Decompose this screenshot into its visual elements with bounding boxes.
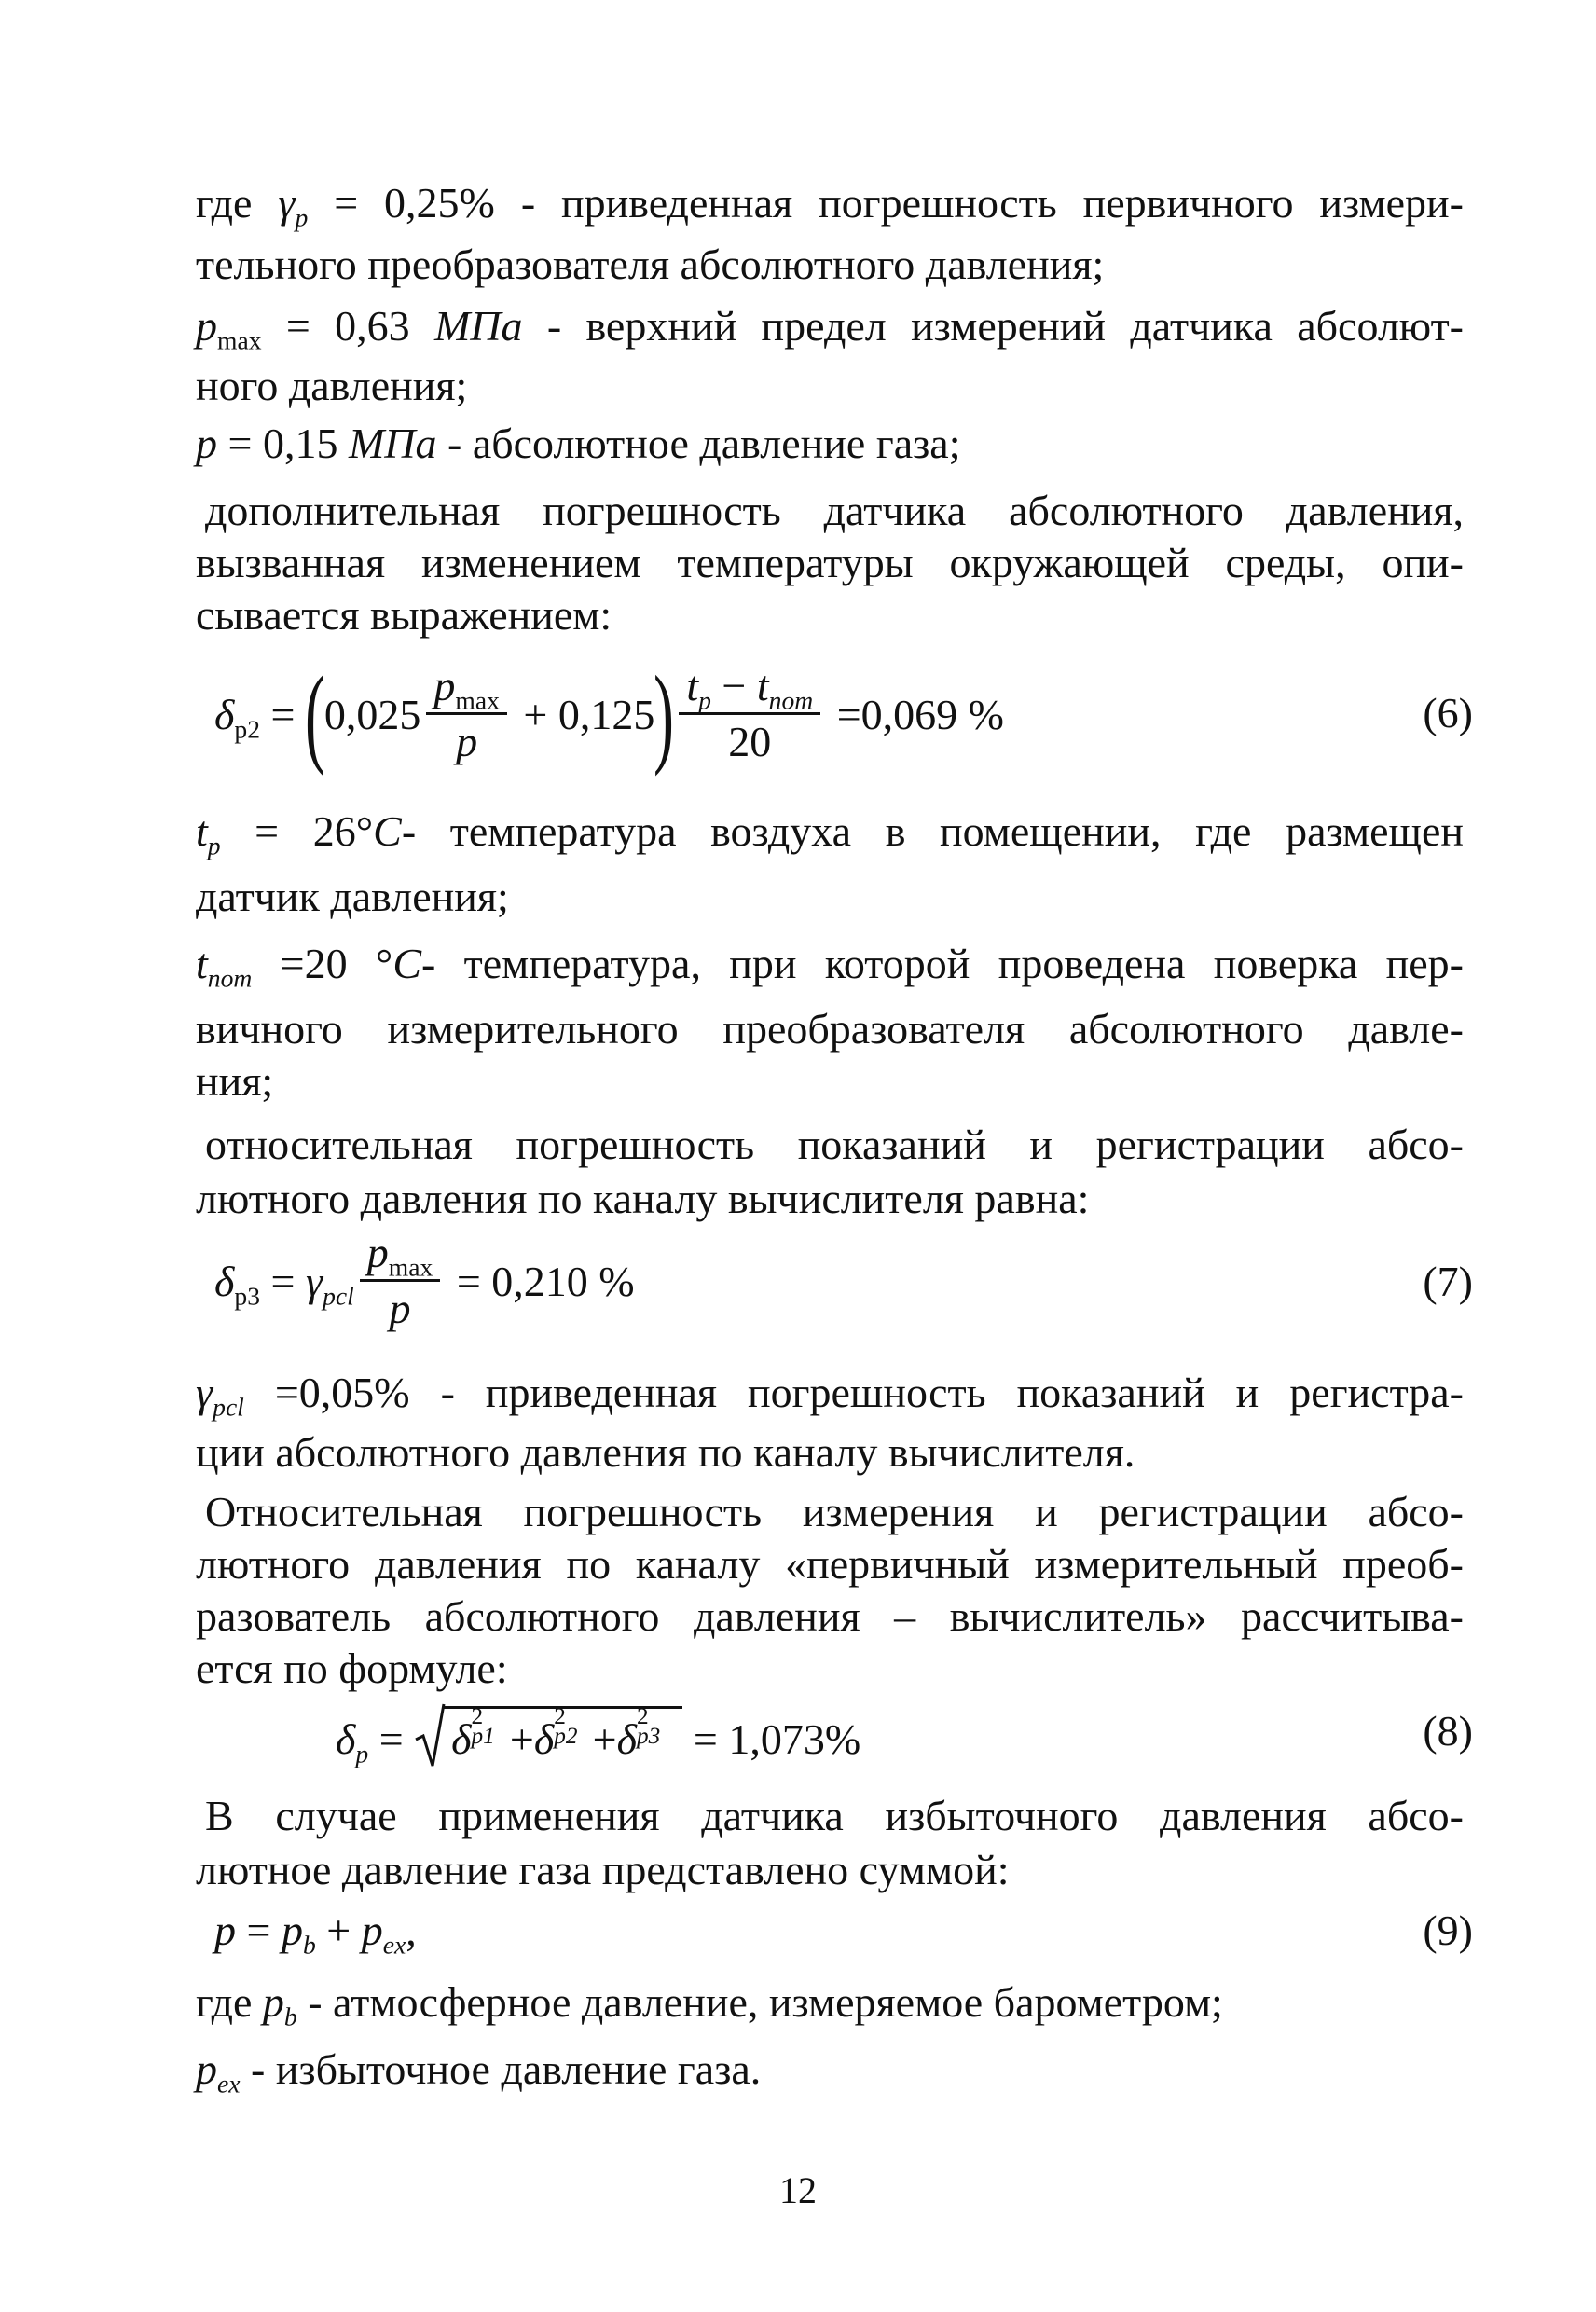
text-fragment: - верхний предел измерений датчика абсолют-	[522, 302, 1464, 350]
text-line-9	[196, 805, 1464, 858]
text-fragment: - избыточное давление газа.	[240, 2045, 762, 2093]
page-number: 12	[779, 2169, 817, 2211]
text-line-21: ется по формуле:	[196, 1645, 508, 1692]
text-line-23: лютное давление газа представлено суммой:	[196, 1846, 1010, 1893]
delta-p3: $\delta_{p3}$	[214, 1258, 260, 1311]
text-fragment: - приведенная погрешность первичного измери-	[520, 179, 1464, 227]
coefficient: 0,025	[323, 691, 421, 738]
fraction-pmax-p: $\frac{p_{max}}{p}$	[360, 1229, 441, 1334]
p-symbol: p	[196, 420, 217, 467]
equation-8	[186, 1699, 1473, 1773]
result-value: = 0,210 %	[446, 1258, 635, 1305]
equation-8-body	[336, 1703, 861, 1768]
text-line-12: вичного измерительного преобразователя абсолютного давле-	[196, 1005, 1464, 1053]
t-p-symbol: $t_p$	[196, 807, 221, 860]
gamma-pcl: $\gamma_{pcl}$	[305, 1258, 354, 1311]
text-line-14: относительная погрешность показаний и регистрации абсо-	[205, 1121, 1464, 1168]
equation-number: (7)	[1423, 1258, 1473, 1305]
text-fragment: = 0,63	[261, 302, 434, 350]
equation-9	[186, 1906, 1473, 1961]
text-line-24	[196, 1976, 1464, 2029]
text-line-10: датчик давления;	[196, 873, 509, 920]
equation-6-body	[214, 652, 1004, 777]
text-line-22: В случае применения датчика избыточного давления абсо-	[205, 1792, 1464, 1839]
unit-c: C	[392, 940, 421, 987]
fraction-temperature: $\frac{t_p - t_{nom}}{20}$	[679, 662, 820, 767]
text-line-8: сывается выражением:	[196, 591, 612, 639]
text-line-16	[196, 1367, 1464, 1422]
unit-c: C	[373, 807, 402, 855]
text-line-3	[196, 300, 1464, 355]
text-line-7: вызванная изменением температуры окружающей среды, опи-	[196, 539, 1464, 586]
equals-sign: =	[259, 1258, 306, 1305]
fraction-pmax-p: $\frac{p_{max}}{p}$	[426, 662, 507, 767]
equation-number: (9)	[1423, 1906, 1473, 1954]
text-fragment: - приведенная погрешность показаний и регистра-	[409, 1369, 1464, 1416]
result-value: = 1,073%	[682, 1715, 861, 1763]
result-value: =0,069 %	[826, 691, 1004, 738]
text-fragment: где	[196, 179, 279, 227]
text-line-15: лютного давления по каналу вычислителя равна:	[196, 1175, 1090, 1222]
text-line-19: лютного давления по каналу «первичный измерительный преоб-	[196, 1540, 1464, 1588]
text-line-5	[196, 418, 1464, 470]
delta-p: $\delta_p$	[336, 1715, 369, 1768]
p-b-symbol: $p_b$	[262, 1978, 297, 2031]
text-fragment: = 26°	[220, 807, 374, 855]
equation-6	[186, 653, 1473, 792]
unit-mpa: МПа	[433, 302, 523, 350]
square-root: δ 2 p1 +δ 2 p2 +δ 2 p3	[414, 1706, 682, 1764]
text-fragment: = 0,15	[217, 420, 349, 467]
plus-term: + 0,125	[512, 691, 655, 738]
text-line-25	[196, 2044, 1464, 2099]
text-line-1	[196, 177, 1464, 232]
text-line-4: ного давления;	[196, 362, 468, 409]
p-max-symbol: $p_{max}$	[196, 302, 262, 355]
text-fragment: - температура, при которой проведена поверка пер-	[421, 940, 1464, 987]
text-fragment: - температура воздуха в помещении, где размещен	[401, 807, 1464, 855]
text-line-20: разователь абсолютного давления – вычислитель» рассчитыва-	[196, 1592, 1464, 1640]
text-line-13: ния;	[196, 1057, 274, 1105]
left-paren: (	[304, 652, 325, 777]
right-paren: )	[654, 652, 675, 777]
text-fragment: =20 °	[252, 940, 393, 987]
equation-9-body: $p = p_b + p_{ex}$,	[214, 1906, 417, 1960]
equation-number: (6)	[1423, 689, 1473, 736]
text-fragment: =0,05%	[243, 1369, 410, 1416]
equals-sign: =	[259, 691, 306, 738]
gamma-pcl-symbol: $\gamma_{pcl}$	[196, 1369, 244, 1422]
equation-number: (8)	[1423, 1707, 1473, 1755]
p-ex-symbol: $p_{ex}$	[196, 2045, 241, 2099]
text-line-11	[196, 938, 1464, 993]
text-line-6: дополнительная погрешность датчика абсолютного давления,	[205, 487, 1464, 534]
text-fragment: - абсолютное давление газа;	[436, 420, 961, 467]
t-nom-symbol: $t_{nom}$	[196, 940, 253, 993]
unit-mpa: МПа	[348, 420, 437, 467]
text-line-17: ции абсолютного давления по каналу вычислителя.	[196, 1428, 1135, 1476]
text-fragment: - атмосферное давление, измеряемое барометром;	[296, 1978, 1223, 2026]
text-line-2: тельного преобразователя абсолютного давления;	[196, 241, 1105, 288]
text-fragment: где	[196, 1978, 263, 2026]
radical-sign-icon	[414, 1702, 446, 1769]
text-line-18: Относительная погрешность измерения и регистрации абсо-	[205, 1488, 1464, 1535]
equation-7	[186, 1229, 1473, 1350]
delta-p2: $\delta_{p2}$	[214, 691, 260, 744]
equation-7-body	[214, 1229, 635, 1334]
gamma-symbol: $\gamma_p$	[278, 179, 309, 232]
equals-sign: =	[368, 1715, 415, 1763]
text-fragment: = 0,25%	[308, 179, 521, 227]
